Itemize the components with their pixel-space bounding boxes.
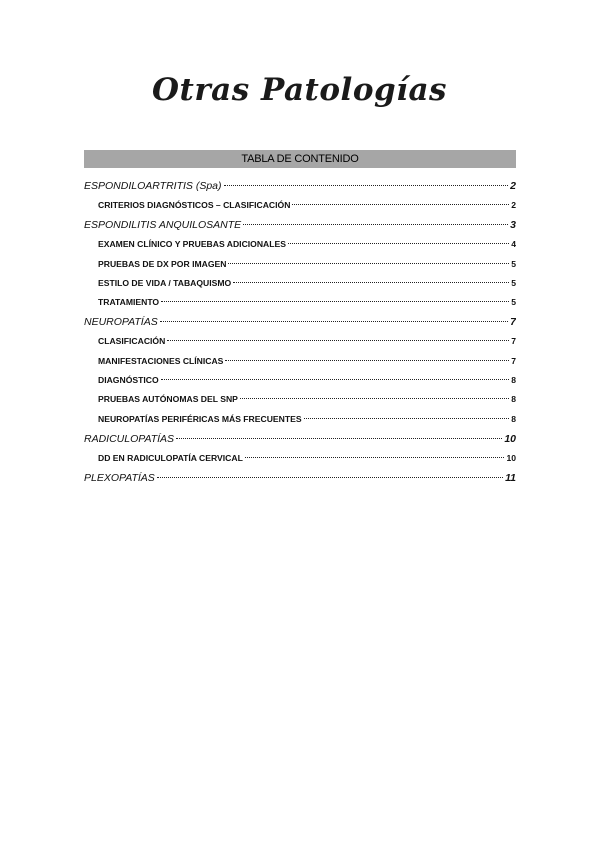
toc-leader-dots bbox=[176, 438, 502, 439]
toc-entry-label: NEUROPATÍAS PERIFÉRICAS MÁS FRECUENTES bbox=[98, 413, 302, 424]
toc-entry-label: CLASIFICACIÓN bbox=[98, 336, 166, 347]
toc-leader-dots bbox=[233, 282, 509, 283]
toc-entry[interactable] bbox=[84, 255, 516, 274]
toc-entry-label: MANIFESTACIONES CLÍNICAS bbox=[98, 355, 224, 366]
toc-entry-label: EXAMEN CLÍNICO Y PRUEBAS ADICIONALES bbox=[98, 239, 286, 250]
toc-entry-page: 10 bbox=[504, 432, 516, 445]
toc-entry-label: PRUEBAS DE DX POR IMAGEN bbox=[98, 258, 227, 269]
toc-leader-dots bbox=[161, 301, 509, 302]
toc-entry-page: 2 bbox=[511, 200, 516, 210]
toc-entry[interactable] bbox=[84, 176, 516, 196]
toc-entry-label: DD EN RADICULOPATÍA CERVICAL bbox=[98, 452, 243, 463]
toc-leader-dots bbox=[288, 243, 509, 244]
toc-entry[interactable] bbox=[84, 390, 516, 409]
toc-entry[interactable] bbox=[84, 371, 516, 390]
toc-entry-label: NEUROPATÍAS bbox=[84, 316, 158, 329]
toc-entry-page: 4 bbox=[511, 239, 516, 250]
toc-entry-label: ESTILO DE VIDA / TABAQUISMO bbox=[98, 277, 232, 288]
toc-entry[interactable] bbox=[84, 429, 516, 449]
toc-entry-page: 8 bbox=[511, 413, 516, 424]
toc-entry-page: 8 bbox=[511, 375, 516, 386]
toc-entry[interactable] bbox=[84, 274, 516, 293]
toc-entry-label: ESPONDILITIS ANQUILOSANTE bbox=[84, 219, 242, 232]
toc-entry-page: 3 bbox=[510, 219, 516, 232]
toc-entry[interactable] bbox=[84, 449, 516, 468]
toc-leader-dots bbox=[240, 398, 509, 399]
table-of-contents bbox=[84, 150, 516, 488]
toc-entry[interactable] bbox=[84, 215, 516, 235]
toc-leader-dots bbox=[243, 224, 508, 225]
toc-entry-page: 10 bbox=[506, 452, 516, 463]
toc-leader-dots bbox=[225, 360, 509, 361]
toc-entry-label: ESPONDILOARTRITIS (Spa) bbox=[84, 180, 222, 192]
toc-entry-page: 7 bbox=[510, 316, 516, 329]
toc-entry-page: 2 bbox=[510, 180, 516, 192]
toc-leader-dots bbox=[245, 457, 505, 458]
toc-entry[interactable] bbox=[84, 293, 516, 312]
document-title: Otras Patologías bbox=[152, 72, 447, 108]
toc-entry-label: PRUEBAS AUTÓNOMAS DEL SNP bbox=[98, 394, 238, 405]
toc-entry-page: 11 bbox=[505, 472, 516, 485]
toc-entry[interactable] bbox=[84, 312, 516, 332]
toc-entry[interactable] bbox=[84, 410, 516, 429]
toc-entry-page: 7 bbox=[511, 355, 516, 366]
toc-header: TABLA DE CONTENIDO bbox=[84, 150, 516, 168]
toc-leader-dots bbox=[167, 340, 509, 341]
toc-leader-dots bbox=[224, 185, 509, 186]
toc-list bbox=[84, 176, 516, 488]
toc-leader-dots bbox=[304, 418, 510, 419]
toc-entry[interactable] bbox=[84, 196, 516, 215]
toc-entry-label: DIAGNÓSTICO bbox=[98, 375, 159, 386]
toc-leader-dots bbox=[292, 204, 509, 205]
toc-leader-dots bbox=[228, 263, 509, 264]
toc-leader-dots bbox=[161, 379, 510, 380]
toc-entry-page: 5 bbox=[511, 258, 516, 269]
toc-entry-page: 7 bbox=[511, 336, 516, 347]
toc-entry[interactable] bbox=[84, 235, 516, 254]
toc-entry-page: 5 bbox=[511, 277, 516, 288]
toc-leader-dots bbox=[160, 321, 508, 322]
toc-entry[interactable] bbox=[84, 352, 516, 371]
toc-leader-dots bbox=[157, 477, 503, 478]
toc-entry-label: PLEXOPATÍAS bbox=[84, 472, 155, 485]
toc-entry-label: CRITERIOS DIAGNÓSTICOS – CLASIFICACIÓN bbox=[98, 200, 291, 210]
toc-entry-page: 5 bbox=[511, 297, 516, 308]
toc-entry-page: 8 bbox=[511, 394, 516, 405]
toc-entry-label: RADICULOPATÍAS bbox=[84, 432, 175, 445]
toc-entry[interactable] bbox=[84, 332, 516, 351]
toc-entry-label: TRATAMIENTO bbox=[98, 297, 160, 308]
toc-entry[interactable] bbox=[84, 468, 516, 488]
